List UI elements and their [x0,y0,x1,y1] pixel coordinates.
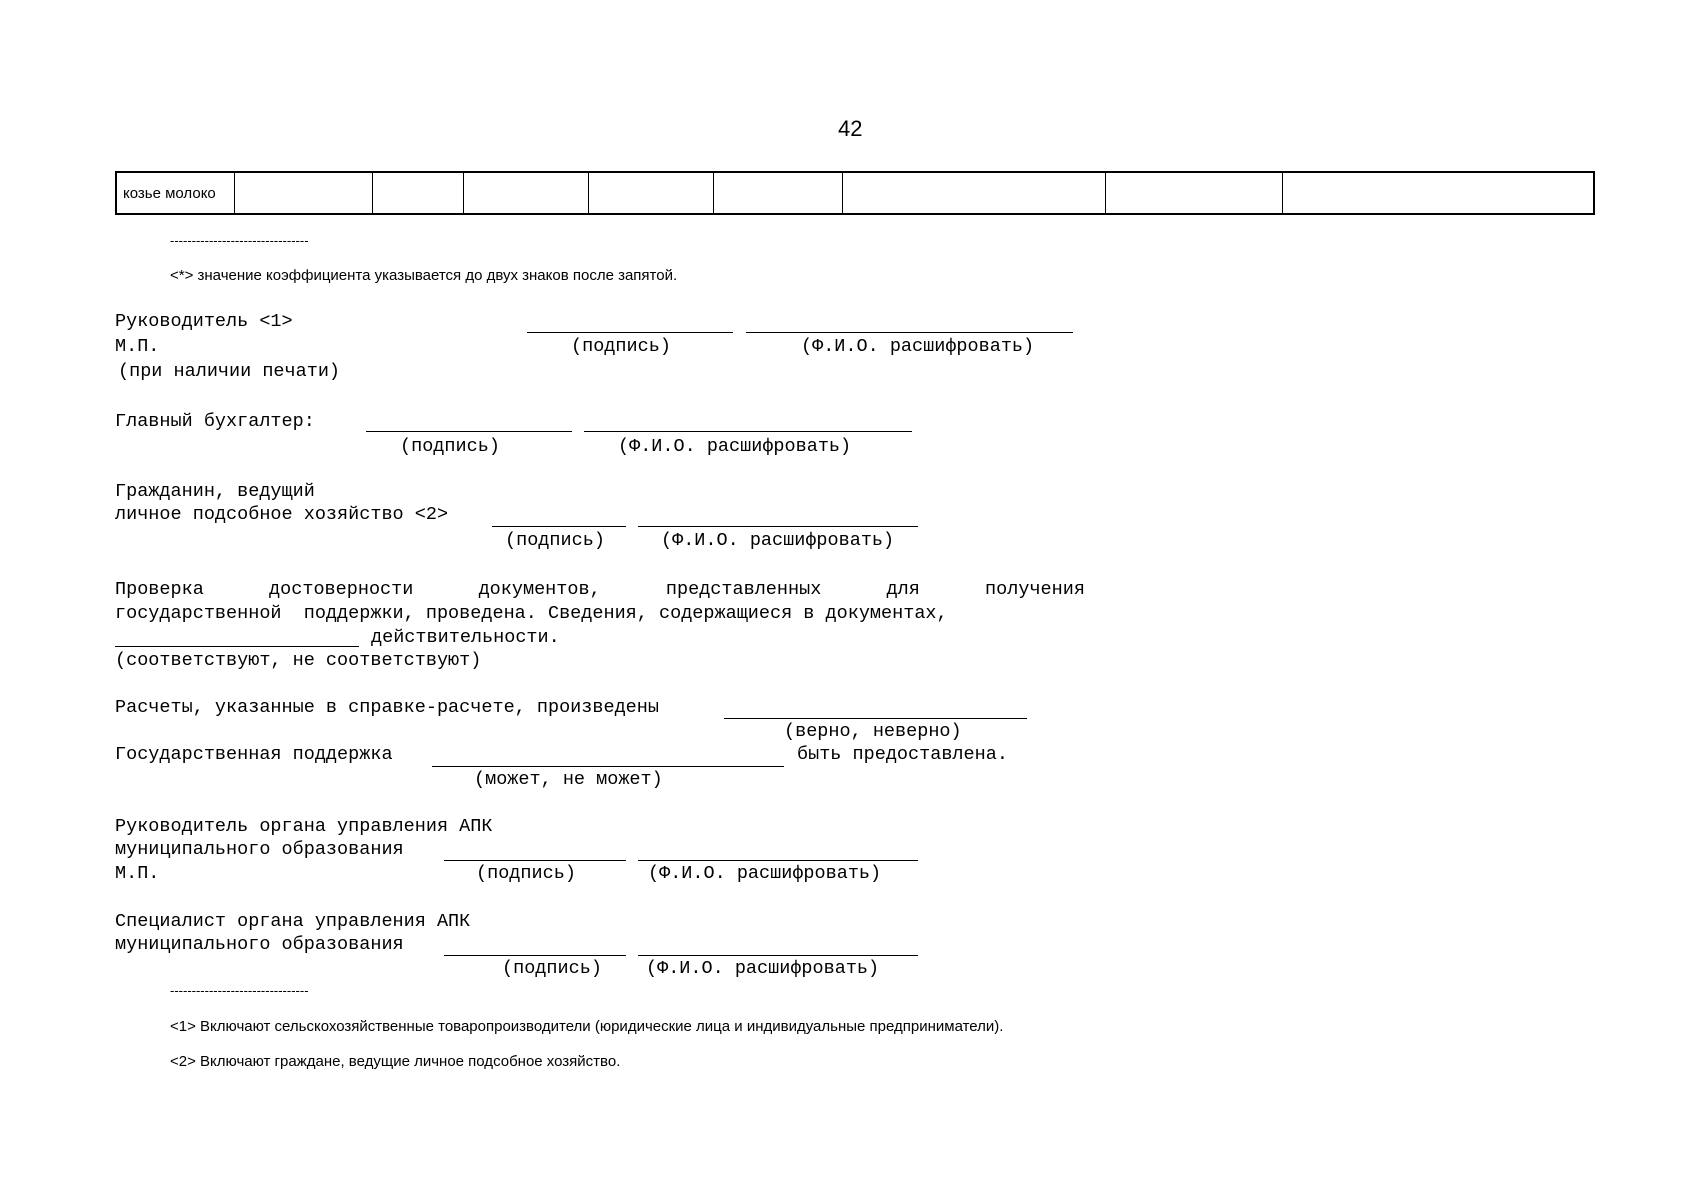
table-cell [588,172,713,214]
apk-specialist-sign-caption: (подпись) [502,958,602,979]
apk-head-mp: М.П. [115,863,160,884]
verification-line2: государственной поддержки, проведена. Сведения, содержащиеся в документах, [115,603,948,624]
chief-accountant-sign-caption: (подпись) [400,436,500,457]
head-sign-caption: (подпись) [571,336,671,357]
apk-specialist-sign-line [444,955,626,956]
footnote-separator: -------------------------------- [170,233,309,248]
table-row [116,172,1594,214]
citizen-label-line1: Гражданин, ведущий [115,481,315,502]
support-suffix: быть предоставлена. [797,744,1008,765]
apk-head-sign-caption: (подпись) [476,863,576,884]
chief-accountant-sign-line [366,431,572,432]
verification-blank-line [115,646,359,647]
footnote-2: <2> Включают граждане, ведущие личное подсобное хозяйство. [170,1053,621,1070]
chief-accountant-label: Главный бухгалтер: [115,411,315,432]
chief-accountant-name-caption: (Ф.И.О. расшифровать) [618,436,852,457]
table-cell [234,172,372,214]
head-sign-line [527,332,733,333]
apk-specialist-name-line [638,955,918,956]
head-label: Руководитель <1> [115,311,293,332]
verification-line3: действительности. [371,627,560,648]
verification-word: для [886,579,920,600]
head-mp-note: (при наличии печати) [118,361,341,382]
apk-specialist-name-caption: (Ф.И.О. расшифровать) [646,958,880,979]
table-cell [713,172,842,214]
citizen-sign-caption: (подпись) [505,530,605,551]
apk-head-name-caption: (Ф.И.О. расшифровать) [648,863,882,884]
verification-line1 [115,578,1085,602]
support-blank-line [432,766,784,767]
table-cell [372,172,463,214]
support-label: Государственная поддержка [115,744,393,765]
footnote-1: <1> Включают сельскохозяйственные товаропроизводители (юридические лица и индивидуальные предприниматели). [170,1018,1004,1035]
citizen-name-caption: (Ф.И.О. расшифровать) [661,530,895,551]
table-cell [842,172,1105,214]
table-cell [1105,172,1282,214]
chief-accountant-name-line [584,431,912,432]
footnote-star: <*> значение коэффициента указывается до двух знаков после запятой. [170,267,678,284]
verification-caption: (соответствуют, не соответствуют) [115,650,482,671]
citizen-sign-line [492,526,626,527]
verification-word: достоверности [269,579,414,600]
support-caption: (может, не может) [474,769,663,790]
citizen-name-line [638,526,918,527]
verification-word: Проверка [115,579,204,600]
head-mp: М.П. [115,336,160,357]
apk-specialist-label-line1: Специалист органа управления АПК [115,911,471,932]
page-number: 42 [838,116,863,141]
apk-head-name-line [638,860,918,861]
table-cell [1282,172,1594,214]
head-name-line [746,332,1073,333]
calculations-blank-line [724,718,1027,719]
head-name-caption: (Ф.И.О. расшифровать) [801,336,1035,357]
verification-word: получения [985,579,1085,600]
table-cell [463,172,588,214]
citizen-label-line2: личное подсобное хозяйство <2> [115,504,449,525]
verification-word: документов, [478,579,601,600]
calculations-label: Расчеты, указанные в справке-расчете, произведены [115,697,659,718]
apk-head-sign-line [444,860,626,861]
table-cell: козье молоко [116,172,234,214]
apk-specialist-label-line2: муниципального образования [115,934,404,955]
verification-word: представленных [665,579,822,600]
footnote-separator-bottom: -------------------------------- [170,983,309,998]
data-table [115,171,1595,215]
apk-head-label-line1: Руководитель органа управления АПК [115,816,493,837]
calculations-caption: (верно, неверно) [784,721,962,742]
apk-head-label-line2: муниципального образования [115,839,404,860]
